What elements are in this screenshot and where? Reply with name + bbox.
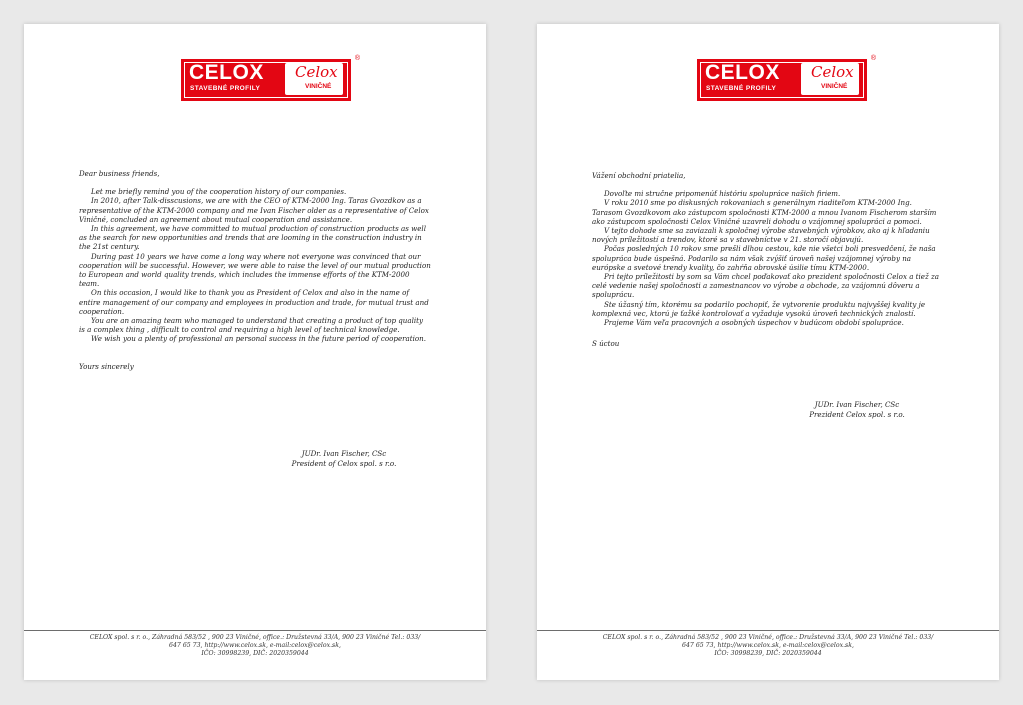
signature-title: President of Celox spol. s r.o. <box>291 459 397 468</box>
logo-place-text: VINIČNÉ <box>305 83 332 90</box>
paragraph: Pri tejto príležitosti by som sa Vám chcel poďakovať ako prezident spoločnosti Celox a tiež za celé vedenie našej spoločnosti a zamestnancov vo výrobe a obchode, za vzájomnú dôveru a spoluprácu. <box>592 272 939 300</box>
logo-brand-text: CELOX <box>189 61 264 84</box>
logo-script-text: Celox <box>811 63 854 81</box>
letter-body <box>79 169 431 371</box>
logo-badge <box>801 63 859 95</box>
paragraph: Prajeme Vám veľa pracovných a osobných úspechov v budúcom období spolupráce. <box>604 318 904 328</box>
paragraph: Počas posledných 10 rokov sme prešli dlhou cestou, kde nie všetci boli presvedčení, že naša spolupráca bude úspešná. Podarilo sa nám však zvýšiť úroveň našej vzájomnej výroby na európske a svetové trendy kvality, čo zahŕňa obrovské úsilie tímu KTM-2000. <box>592 244 936 272</box>
logo-place-text: VINIČNÉ <box>821 83 848 90</box>
closing: S úctou <box>592 339 620 349</box>
registered-mark: ® <box>870 55 876 62</box>
paragraph: We wish you a plenty of professional an personal success in the future period of cooperation. <box>91 334 426 344</box>
registered-mark: ® <box>354 55 360 62</box>
footer-address <box>567 634 969 659</box>
signature-block <box>792 400 922 420</box>
footer-address <box>54 634 456 659</box>
signature-name: JUDr. Ivan Fischer, CSc <box>814 400 900 409</box>
letter-page-english <box>24 24 486 680</box>
footer-divider <box>24 630 486 631</box>
paragraph: In 2010, after Talk-disscusions, we are with the CEO of KTM-2000 Ing. Taras Gvozdkov as a representative of the KTM-2000 company and me Ivan Fischer older as a representative of Celox Viničné, concluded an agreement about mutual cooperation and assistance. <box>79 196 429 224</box>
signature-block <box>279 449 409 469</box>
paragraph: On this occasion, I would like to thank you as President of Celox and also in the name of entire management of our company and employees in production and trade, for mutual trust and cooperation. <box>79 288 429 316</box>
signature-title: Prezident Celox spol. s r.o. <box>809 410 905 419</box>
paragraph: V roku 2010 sme po diskusných rokovaniach s generálnym riaditeľom KTM-2000 Ing. Tarasom Gvozdkovom ako zástupcom spoločnosti KTM-2000 a mnou Ivanom Fischerom starším ako zástupcom spoločnosti Celox Viničné uzavreli dohodu o vzájomnej spolupráci a pomoci. <box>592 198 937 226</box>
paragraph: Ste úžasný tím, ktorému sa podarilo pochopiť, že vytvorenie produktu najvyššej kvality je komplexná vec, ktorú je ťažké kontrolovať a vyžaduje vysokú úroveň technických znalostí. <box>592 299 926 318</box>
paragraph: V tejto dohode sme sa zaviazali k spoločnej výrobe stavebných výrobkov, ako aj k hľadaniu nových príležitostí a trendov, ktoré sa v stavebníctve v 21. storočí objavujú. <box>592 226 930 245</box>
salutation: Vážení obchodní priatelia, <box>592 171 686 180</box>
logo-script-text: Celox <box>295 63 338 81</box>
footer-line-2: 647 65 73, http://www.celox.sk, e-mail:celox@celox.sk, <box>682 642 854 650</box>
logo-subtitle: STAVEBNÉ PROFILY <box>706 85 777 92</box>
logo-brand-text: CELOX <box>705 61 780 84</box>
footer-line-3: IČO: 30998239, DIČ: 2020359044 <box>714 650 822 658</box>
paragraph: You are an amazing team who managed to understand that creating a product of top quality is a complex thing , difficult to control and requiring a high level of technical knowledge. <box>79 316 423 335</box>
closing: Yours sincerely <box>79 361 134 371</box>
paragraph: In this agreement, we have committed to mutual production of construction products as well as the search for new opportunities and trends that are looming in the construction industry in the 21st century. <box>79 224 426 252</box>
logo-badge <box>285 63 343 95</box>
footer-line-1: CELOX spol. s r. o., Záhradná 583/52 , 900 23 Viničné, office.: Družstevná 33/A, 900 23 Viničné Tel.: 033/ <box>89 634 421 641</box>
footer-line-3: IČO: 30998239, DIČ: 2020359044 <box>201 650 309 658</box>
salutation: Dear business friends, <box>79 169 160 178</box>
paragraph: Let me briefly remind you of the cooperation history of our companies. <box>91 187 347 197</box>
footer-line-1: CELOX spol. s r. o., Záhradná 583/52 , 900 23 Viničné, office.: Družstevná 33/A, 900 23 Viničné Tel.: 033/ <box>602 634 934 641</box>
celox-logo <box>697 55 876 101</box>
signature-name: JUDr. Ivan Fischer, CSc <box>301 449 387 458</box>
letter-page-slovak <box>537 24 999 680</box>
logo-subtitle: STAVEBNÉ PROFILY <box>190 85 261 92</box>
celox-logo <box>181 55 360 101</box>
letter-body <box>592 171 944 348</box>
footer-line-2: 647 65 73, http://www.celox.sk, e-mail:celox@celox.sk, <box>169 642 341 650</box>
footer-divider <box>537 630 999 631</box>
paragraph: Dovoľte mi stručne pripomenúť históriu spolupráce našich firiem. <box>604 189 841 199</box>
paragraph: During past 10 years we have come a long way where not everyone was convinced that our cooperation will be successful. However, we were able to raise the level of our mutual production to European and world quality trends, which includes the immense efforts of the KTM-2000 team. <box>79 251 431 289</box>
